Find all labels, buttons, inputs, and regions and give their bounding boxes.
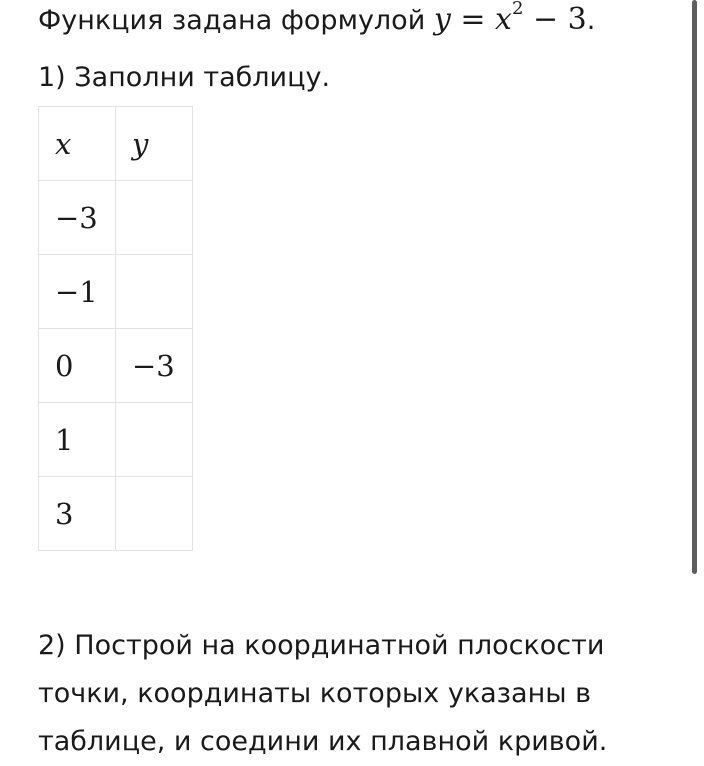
cell-x: 0 <box>39 329 116 403</box>
formula <box>434 2 587 37</box>
task-title <box>38 2 595 37</box>
cell-x: −3 <box>39 181 116 255</box>
header-y: y <box>116 107 193 181</box>
step-2-line: 2) Построй на координатной плоскости <box>38 630 605 661</box>
table-row <box>39 477 193 551</box>
table-header-row <box>39 107 193 181</box>
formula-rest: − 3 <box>532 2 587 37</box>
step-2-line: таблице, и соедини их плавной кривой. <box>38 726 608 757</box>
header-x: x <box>39 107 116 181</box>
vertical-scrollbar[interactable] <box>692 0 697 574</box>
table-row <box>39 255 193 329</box>
cell-y[interactable] <box>116 403 193 477</box>
table-row <box>39 181 193 255</box>
step-2-instruction <box>38 622 678 766</box>
cell-x: 3 <box>39 477 116 551</box>
cell-x: 1 <box>39 403 116 477</box>
title-suffix: . <box>586 5 596 36</box>
title-prefix: Функция задана формулой <box>38 5 426 36</box>
formula-equals: = <box>460 2 486 37</box>
step-2-line: точки, координаты которых указаны в <box>38 678 592 709</box>
formula-y: y <box>433 2 451 37</box>
formula-exponent: 2 <box>511 0 524 19</box>
formula-x: x <box>495 2 512 37</box>
table-row <box>39 329 193 403</box>
cell-y[interactable] <box>116 477 193 551</box>
values-table <box>38 106 193 551</box>
cell-x: −1 <box>39 255 116 329</box>
cell-y[interactable] <box>116 181 193 255</box>
table-row <box>39 403 193 477</box>
cell-y[interactable] <box>116 255 193 329</box>
step-1-instruction: 1) Заполни таблицу. <box>38 62 331 93</box>
cell-y: −3 <box>116 329 193 403</box>
